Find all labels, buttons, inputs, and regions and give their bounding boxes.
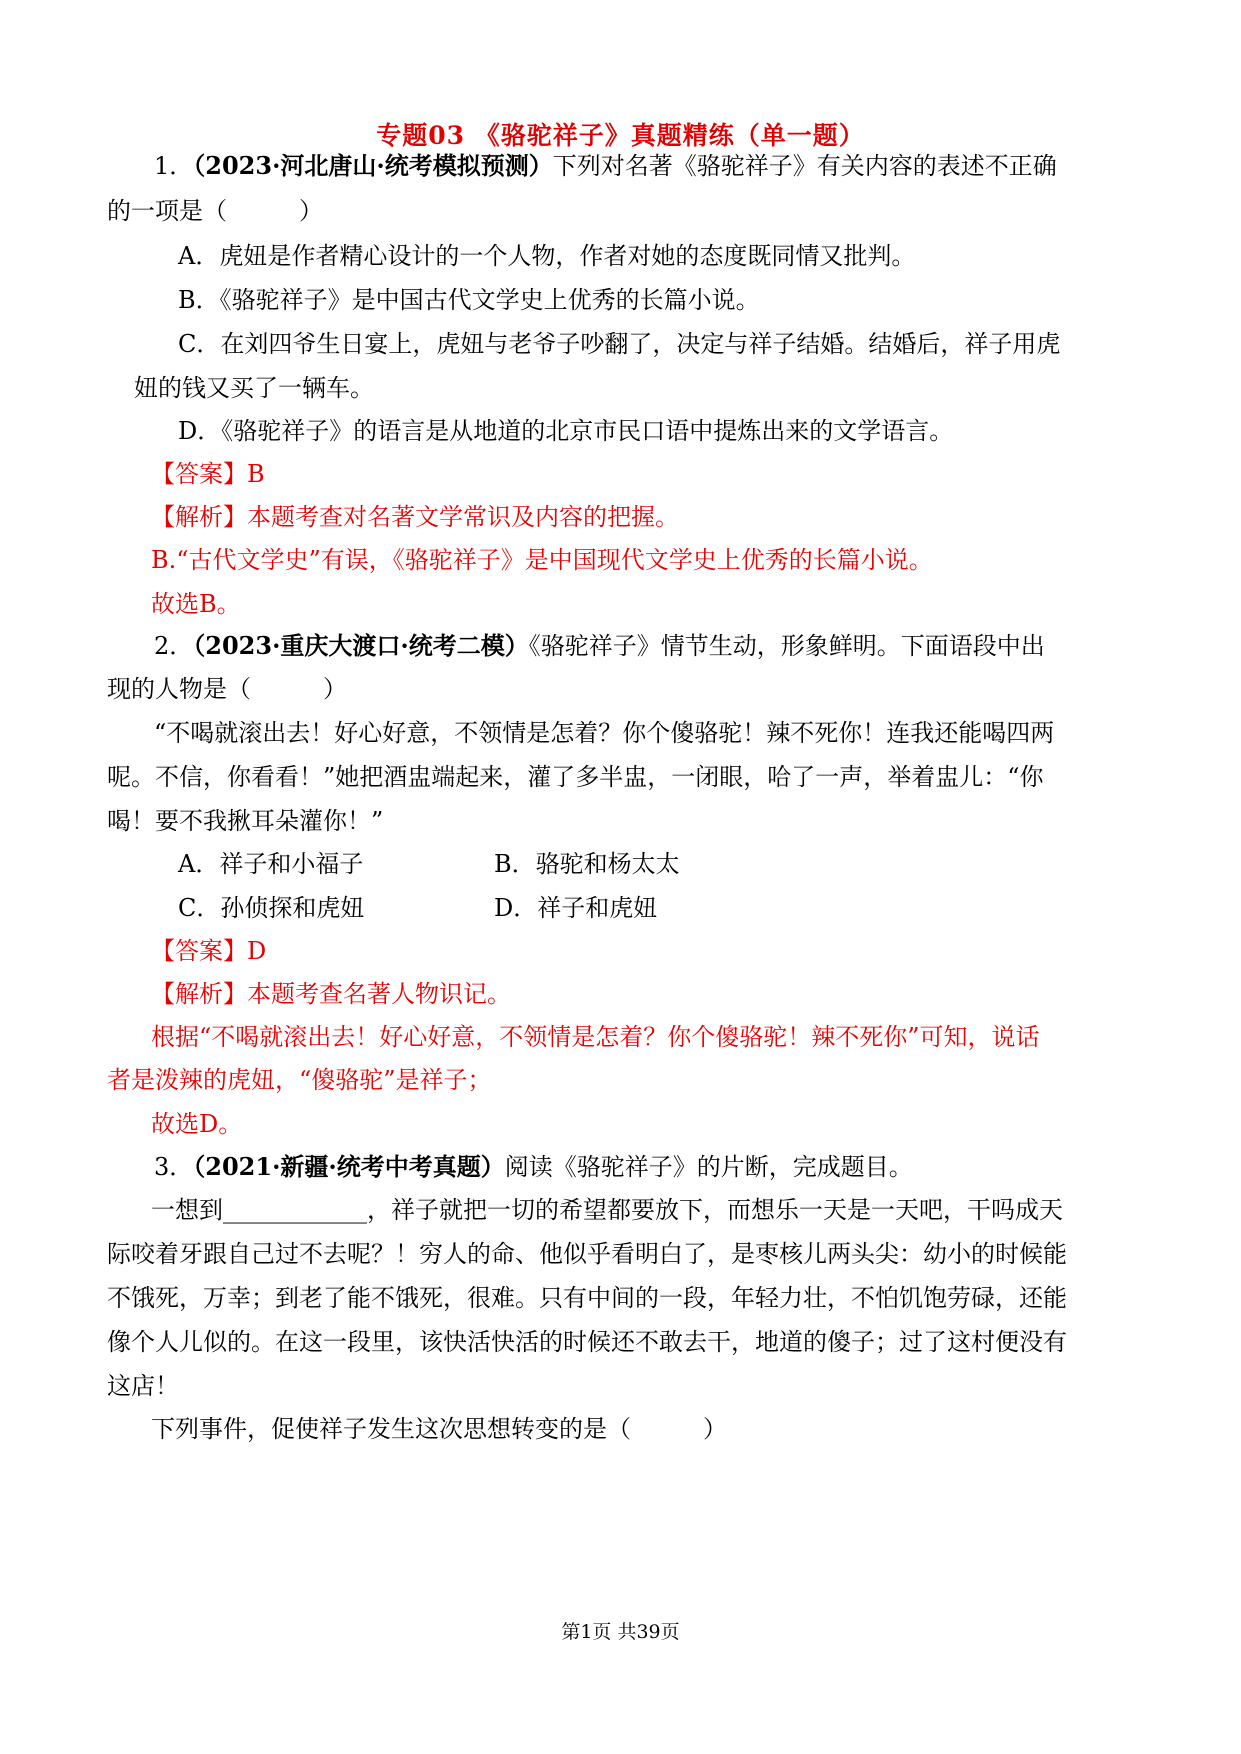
q3-number: 3． (154, 1153, 194, 1181)
q2-stem-line1 (154, 630, 1045, 662)
q2-passage-line2: 呢。不信，你看看！”她把酒盅端起来，灌了多半盅，一闭眼，哈了一声，举着盅儿：“你 (107, 763, 1044, 791)
q2-explanation-line1: 根据“不喝就滚出去！好心好意，不领情是怎着？你个傻骆驼！辣不死你”可知，说话 (151, 1023, 1040, 1051)
page-title: 专题03 《骆驼祥子》真题精练（单一题） (376, 121, 865, 150)
q2-source: （2023·重庆大渡口·统考二模） (193, 631, 529, 660)
q1-option-c-line2: 妞的钱又买了一辆车。 (134, 374, 374, 402)
q1-analysis: 【解析】本题考查对名著文学常识及内容的把握。 (151, 503, 679, 531)
q2-analysis: 【解析】本题考查名著人物识记。 (151, 980, 511, 1008)
q1-option-b: B．《骆驼祥子》是中国古代文学史上优秀的长篇小说。 (178, 286, 760, 314)
q2-option-d: D．祥子和虎妞 (494, 894, 658, 922)
q2-stem-line2: 现的人物是（ ） (107, 675, 347, 703)
q1-answer: 【答案】B (151, 460, 265, 488)
q2-explanation-line2: 者是泼辣的虎妞，“傻骆驼”是祥子； (107, 1066, 492, 1094)
q1-explanation: B.“古代文学史”有误，《骆驼祥子》是中国现代文学史上优秀的长篇小说。 (151, 546, 933, 574)
q2-option-b: B．骆驼和杨太太 (494, 850, 680, 878)
q2-passage-line3: 喝！要不我揪耳朵灌你！” (107, 807, 384, 835)
q3-source: （2021·新疆·统考中考真题） (193, 1152, 505, 1181)
q3-passage-line4: 像个人儿似的。在这一段里，该快活快活的时候还不敢去干，地道的傻子；过了这村便没有 (107, 1328, 1067, 1356)
q3-passage-line5: 这店！ (107, 1372, 179, 1400)
q1-option-d: D．《骆驼祥子》的语言是从地道的北京市民口语中提炼出来的文学语言。 (178, 417, 954, 445)
q1-stem: 下列对名著《骆驼祥子》有关内容的表述不正确 (552, 152, 1057, 180)
q2-conclusion: 故选D。 (151, 1110, 243, 1138)
q3-passage-line3: 不饿死，万幸；到老了能不饿死，很难。只有中间的一段，年轻力壮，不怕饥饱劳碌，还能 (107, 1284, 1067, 1312)
q1-option-c-line1: C．在刘四爷生日宴上，虎妞与老爷子吵翻了，决定与祥子结婚。结婚后，祥子用虎 (178, 330, 1061, 358)
q3-question: 下列事件，促使祥子发生这次思想转变的是（ ） (151, 1415, 727, 1443)
q2-answer: 【答案】D (151, 937, 267, 965)
q1-option-a: A．虎妞是作者精心设计的一个人物，作者对她的态度既同情又批判。 (178, 242, 916, 270)
q2-option-c: C．孙侦探和虎妞 (178, 894, 365, 922)
q3-passage-line1: 一想到____________，祥子就把一切的希望都要放下，而想乐一天是一天吧，干吗成天 (151, 1196, 1063, 1224)
q3-passage-line2: 际咬着牙跟自己过不去呢？！穷人的命、他似乎看明白了，是枣核儿两头尖：幼小的时候能 (107, 1240, 1067, 1268)
q1-stem-line1 (154, 150, 1057, 182)
q3-stem: 阅读《骆驼祥子》的片断，完成题目。 (504, 1153, 913, 1181)
q3-stem-line (154, 1151, 913, 1183)
q1-conclusion: 故选B。 (151, 590, 241, 618)
q1-stem-line2: 的一项是（ ） (107, 197, 323, 225)
q1-number: 1． (154, 152, 194, 180)
q2-stem: 《骆驼祥子》情节生动，形象鲜明。下面语段中出 (528, 632, 1045, 660)
q2-passage-line1: “不喝就滚出去！好心好意，不领情是怎着？你个傻骆驼！辣不死你！连我还能喝四两 (154, 719, 1055, 747)
page-footer: 第1页 共39页 (561, 1621, 680, 1643)
q2-number: 2． (154, 632, 194, 660)
q2-option-a: A．祥子和小福子 (178, 850, 364, 878)
q1-source: （2023·河北唐山·统考模拟预测） (193, 151, 553, 180)
